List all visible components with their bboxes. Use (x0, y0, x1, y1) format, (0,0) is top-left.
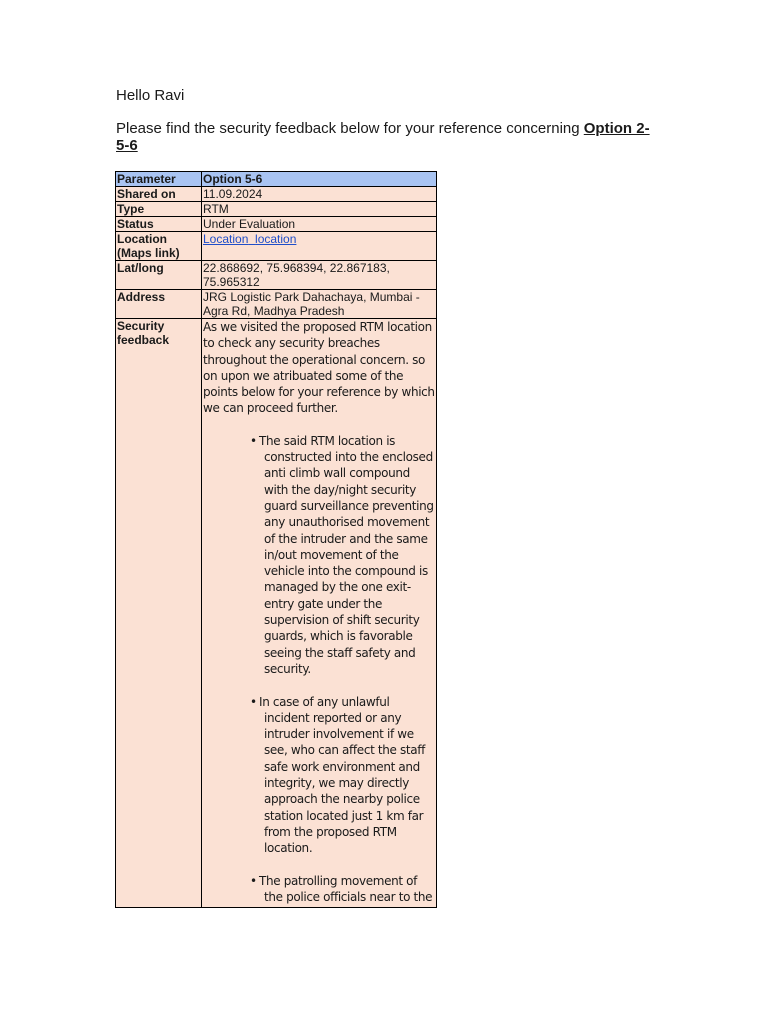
shared-on-label: Shared on (116, 187, 202, 202)
table-row (116, 232, 437, 261)
location-map-link-2[interactable] (248, 232, 296, 246)
shared-on-value: 11.09.2024 (202, 187, 437, 202)
location-map-link-2-text: location (255, 232, 297, 246)
intro-text: Please find the security feedback below for your reference concerning (116, 120, 584, 137)
option-reference: Option 2-5-6 (116, 120, 650, 154)
feedback-point-2: In case of any unlawful incident reported or any intruder involvement if we see, who can affect the staff safe work environment and integrity, we may directly approach the nearby police station located just 1 km far from the proposed RTM location. (259, 694, 426, 856)
table-row (116, 217, 437, 232)
location-map-link[interactable]: Location (203, 232, 249, 246)
table-row (116, 187, 437, 202)
location-links-cell (202, 232, 437, 261)
bullet-icon: • (250, 694, 257, 709)
greeting: Hello Ravi (116, 87, 185, 104)
list-item (250, 433, 435, 677)
address-label: Address (116, 290, 202, 319)
table-header-row (116, 172, 437, 187)
status-value: Under Evaluation (202, 217, 437, 232)
header-parameter: Parameter (116, 172, 202, 187)
security-feedback-cell (202, 319, 437, 908)
table-row (116, 319, 437, 908)
list-item (250, 873, 435, 906)
bullet-icon: • (250, 873, 257, 888)
feedback-intro: As we visited the proposed RTM location to check any security breaches throughout the operational concern. so on upon we atribuated some of the points below for your reference by which we can proceed further. (203, 320, 435, 416)
list-item (250, 694, 435, 857)
table-row (116, 261, 437, 290)
latlong-label: Lat/long (116, 261, 202, 290)
feedback-point-1: The said RTM location is constructed into the enclosed anti climb wall compound with the day/night security guard surveillance preventing any unauthorised movement of the intruder and the same in/out movement of the vehicle into the compound is managed by the one exit-entry gate under the supervision of shift security guards, which is favorable seeing the staff safety and security. (259, 433, 434, 676)
intro-paragraph (116, 120, 661, 154)
security-feedback-table (115, 171, 437, 908)
latlong-value: 22.868692, 75.968394, 22.867183, 75.965312 (202, 261, 437, 290)
feedback-point-3: The patrolling movement of the police officials near to the (259, 873, 433, 905)
address-value: JRG Logistic Park Dahachaya, Mumbai - Agra Rd, Madhya Pradesh (202, 290, 437, 319)
type-value: RTM (202, 202, 437, 217)
location-label: Location (Maps link) (116, 232, 202, 261)
table-row (116, 290, 437, 319)
status-label: Status (116, 217, 202, 232)
table-row (116, 202, 437, 217)
bullet-icon: • (250, 433, 257, 448)
security-feedback-label: Security feedback (116, 319, 202, 908)
header-option: Option 5-6 (202, 172, 437, 187)
type-label: Type (116, 202, 202, 217)
